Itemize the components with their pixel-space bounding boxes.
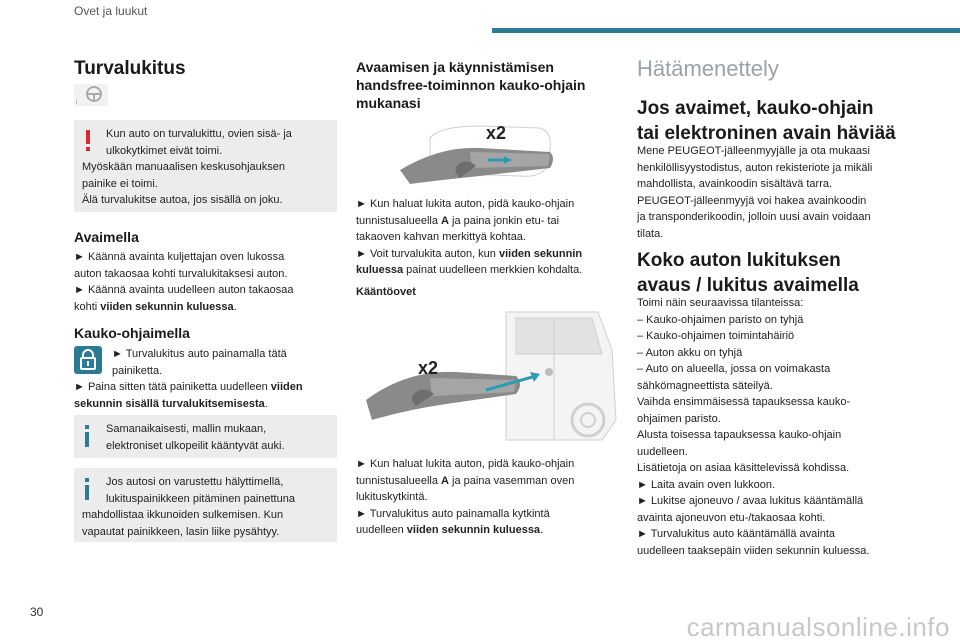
text-line: henkilöllisyystodistus, auton rekisteriote ja mikäli bbox=[637, 161, 873, 174]
text-line: Alusta toisessa tapauksessa kauko-ohjain bbox=[637, 429, 842, 441]
steering-lock-icon bbox=[74, 84, 108, 106]
text-line: Mene PEUGEOT-jälleenmyyjälle ja ota mukaasi bbox=[637, 145, 870, 157]
avaimella-heading: Avaimella bbox=[74, 229, 139, 245]
key-unlock-heading: Koko auton lukituksen avaus / lukitus avaimella bbox=[637, 250, 859, 296]
watermark: carmanualsonline.info bbox=[686, 612, 950, 640]
kaantoovet-text: ► Kun haluat lukita auton, pidä kauko-ohjain tunnistusalueella A ja paina vasemman oven lukituskytkintä. ► Turvalukitus auto painamalla kytkintä uudelleen viiden sekunnin kuluessa. bbox=[356, 458, 575, 536]
turvalukitus-heading: Turvalukitus bbox=[74, 58, 186, 79]
svg-text:i: i bbox=[76, 100, 78, 106]
kaantoovet-heading: Kääntöovet bbox=[356, 286, 416, 298]
key-unlock-text bbox=[637, 295, 909, 559]
text-line: Lisätietoja on asiaa käsittelevissä kohdissa. bbox=[637, 462, 850, 474]
text-line: Vaihda ensimmäisessä tapauksessa kauko- bbox=[637, 396, 851, 408]
header-rule bbox=[492, 28, 960, 33]
text-line: uudelleen. bbox=[637, 445, 688, 458]
info-note-alarm: Jos autosi on varustettu hälyttimellä, lukituspainikkeen pitäminen painettuna mahdollistaa ikkunoiden sulkemisen. Kun vapautat painikkeen, lasin liike pysähtyy. bbox=[74, 468, 337, 542]
text-line: ► Lukitse ajoneuvo / avaa lukitus kääntämällä bbox=[637, 495, 864, 507]
info-icon bbox=[83, 425, 91, 453]
avaimella-text: ► Käännä avainta kuljettajan oven lukossa auton takaosaa kohti turvalukitaksesi auton. ► Käännä avainta uudelleen auton takaosaa kohti viiden sekunnin kuluessa. bbox=[74, 251, 294, 313]
warning-note: Kun auto on turvalukittu, ovien sisä- ja ulkokytkimet eivät toimi. Myöskään manuaalisen keskusohjauksen painike ei toimi. Älä turvalukitse autoa, jos sisällä on joku. bbox=[74, 120, 337, 212]
text-line: sähkömagneettista säteilyä. bbox=[637, 379, 773, 392]
kauko-ohjaimella-heading: Kauko-ohjaimella bbox=[74, 325, 190, 341]
text-line: ja transponderikoodin, jolloin uusi avain voidaan bbox=[637, 211, 871, 223]
x2-label: x2 bbox=[418, 358, 439, 378]
text-line: uudelleen taaksepäin viiden sekunnin kuluessa. bbox=[637, 544, 870, 557]
x2-label: x2 bbox=[486, 123, 507, 143]
handsfree-text: ► Kun haluat lukita auton, pidä kauko-ohjain tunnistusalueella A ja paina jonkin etu- tai takaoven kahvan merkittyä kohtaa. ► Voit turvalukita auton, kun viiden sekunnin kuluessa painat uudelleen merkkien kohdalta. bbox=[356, 198, 583, 276]
warning-icon bbox=[83, 130, 93, 158]
info-icon bbox=[83, 478, 91, 506]
handsfree-heading: Avaamisen ja käynnistämisen handsfree-toiminnon kauko-ohjain mukanasi bbox=[356, 59, 586, 111]
text-line: tilata. bbox=[637, 227, 664, 240]
text-line: – Auto on alueella, jossa on voimakasta bbox=[637, 363, 831, 375]
padlock-icon bbox=[74, 346, 102, 374]
text-line: – Auton akku on tyhjä bbox=[637, 346, 743, 359]
info-note-mirrors: Samanaikaisesti, mallin mukaan, elektroniset ulkopeilit kääntyvät auki. bbox=[74, 415, 337, 458]
text-line: mahdollista, avainkoodin sisältävä tarra. bbox=[637, 178, 833, 190]
text-line: PEUGEOT-jälleenmyyjä voi hakea avainkoodin bbox=[637, 194, 867, 207]
text-line: – Kauko-ohjaimen toimintahäiriö bbox=[637, 330, 795, 342]
text-line: ► Laita avain oven lukkoon. bbox=[637, 478, 776, 491]
lost-keys-text bbox=[637, 143, 909, 242]
page-number: 30 bbox=[30, 605, 44, 619]
lost-keys-heading: Jos avaimet, kauko-ohjain tai elektroninen avain häviää bbox=[637, 98, 896, 144]
text-line: Toimi näin seuraavissa tilanteissa: bbox=[637, 297, 804, 309]
text-line: avainta ajoneuvon etu-/takaosaa kohti. bbox=[637, 511, 826, 524]
hatamenettely-title: Hätämenettely bbox=[637, 56, 779, 81]
door-handle-illustration bbox=[400, 118, 560, 186]
text-line: – Kauko-ohjaimen paristo on tyhjä bbox=[637, 313, 804, 326]
section-title: Ovet ja luukut bbox=[74, 4, 148, 18]
text-line: ► Turvalukitus auto kääntämällä avainta bbox=[637, 528, 835, 540]
text-line: ohjaimen paristo. bbox=[637, 412, 721, 425]
rear-doors-illustration bbox=[366, 310, 618, 446]
